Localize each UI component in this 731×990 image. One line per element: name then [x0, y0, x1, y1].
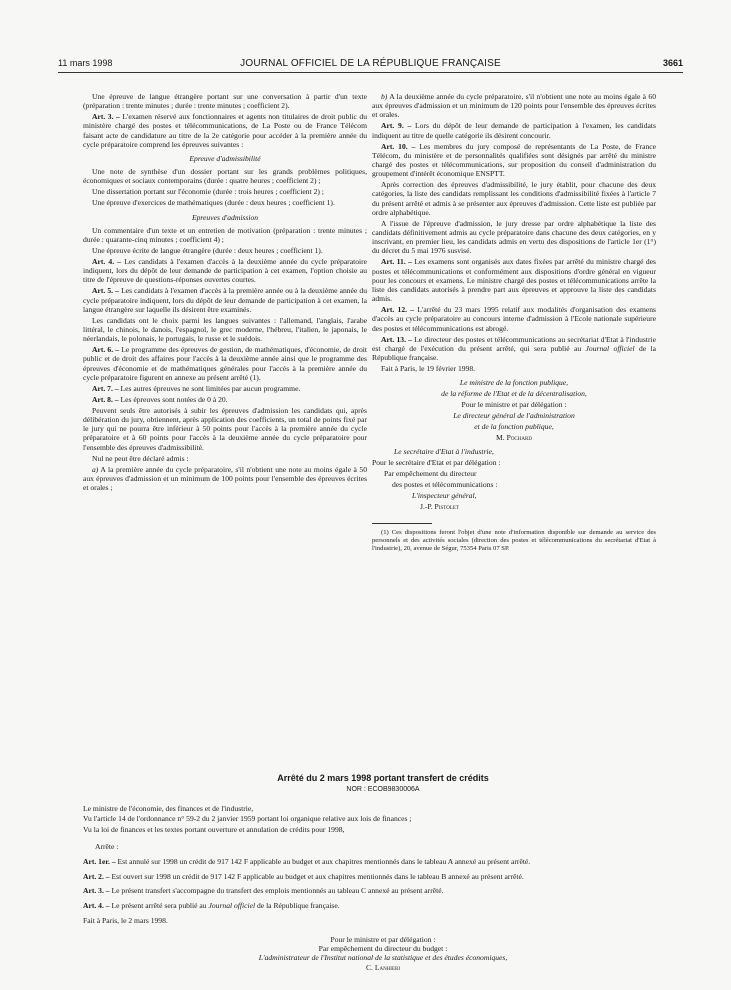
preamble-line: Le ministre de l'économie, des finances et de l'industrie,: [83, 803, 254, 813]
signatory-title: Le secrétaire d'Etat à l'industrie,: [394, 447, 494, 457]
footnote-rule: [372, 523, 432, 524]
signing-place-date: Fait à Paris, le 19 février 1998.: [381, 364, 476, 374]
article-11: Art. 11. – Les examens sont organisés aux dates fixées par arrêté du ministre chargé des postes et télécommunications et conformément aux dispositions d'ordre général en vigueur pour les concours et examens. Le ministre chargé des postes et télécommunications arrête la liste des candidats autorisés à prendre part aux épreuves et approuve la liste des candidats admis.: [372, 257, 657, 304]
decree-article-4: Art. 4. – Le présent arrêté sera publié au Journal officiel de la République française.: [83, 901, 340, 911]
article-8: Art. 8. – Les épreuves sont notées de 0 à 20.: [92, 394, 228, 404]
decree-section: [83, 774, 683, 972]
delegation-line: Par empêchement du directeur: [384, 469, 477, 479]
journal-title: JOURNAL OFFICIEL DE LA RÉPUBLIQUE FRANÇAISE: [240, 58, 501, 69]
signatory-name: C. Lanhieri: [365, 962, 401, 972]
signatory-title: L'inspecteur général,: [412, 491, 477, 501]
paragraph: a) A la première année du cycle préparatoire, s'il n'obtient une note au moins égale à 50 aux épreuves d'admission et un minimum de 100 points pour l'ensemble des épreuves écrites et orales ;: [83, 464, 367, 493]
signatory-name: M. Pochard: [496, 433, 532, 443]
paragraph: Une épreuve écrite de langue étrangère (durée : deux heures ; coefficient 1).: [92, 246, 323, 256]
signatory-title: Le directeur général de l'administration: [453, 411, 575, 421]
article-9: Art. 9. – Lors du dépôt de leur demande de participation à l'examen, les candidats indiquent au titre de quelle catégorie ils désirent concourir.: [372, 121, 656, 140]
section-heading: Epreuve d'admissibilité: [189, 154, 261, 164]
page-number: 3661: [662, 58, 683, 68]
delegation-line: Pour le ministre et par délégation :: [461, 400, 567, 410]
paragraph: Une dissertation portant sur l'économie (durée : trois heures ; coefficient 2) ;: [92, 187, 324, 197]
decree-signing-place-date: Fait à Paris, le 2 mars 1998.: [83, 915, 168, 925]
paragraph: Peuvent seuls être autorisés à subir les épreuves d'admission les candidats qui, après délibération du jury, obtiennent, après application des coefficients, un total de points fixé par le jury qui ne pourra être inférieur à 50 points pour l'accès à la première année du cycle préparatoire et à 60 points pour l'accès à la deuxième année du cycle préparatoire pour l'ensemble des épreuves d'admissibilité.: [83, 405, 367, 452]
nor-reference: NOR : ECOB9830006A: [346, 786, 420, 794]
article-5: Art. 5. – Les candidats à l'examen d'accès à la première année ou à la deuxième année du cycle préparatoire indiquent, lors du dépôt de leur demande de participation à cet examen, la langue étrangère sur laquelle ils désirent être examinés.: [83, 286, 367, 314]
decree-article-3: Art. 3. – Le présent transfert s'accompagne du transfert des emplois mentionnés au tableau C annexé au présent arrêté.: [83, 886, 444, 896]
preamble-line: Vu la loi de finances et les textes portant ouverture et annulation de crédits pour 1998,: [83, 825, 345, 835]
delegation-line: Pour le secrétaire d'Etat et par délégation :: [372, 458, 501, 468]
article-12: Art. 12. – L'arrêté du 23 mars 1995 relatif aux modalités d'organisation des examens d'accès au cycle préparatoire au concours interne d'admission à l'Ecole nationale supérieure des postes et télécommunications est abrogé.: [372, 305, 657, 333]
article-7: Art. 7. – Les autres épreuves ne sont limitées par aucun programme.: [92, 383, 301, 393]
arrete-heading: Arrête :: [95, 841, 119, 851]
section-heading: Epreuves d'admission: [191, 212, 259, 222]
article-13: Art. 13. – Le directeur des postes et télécommunications au secrétariat d'Etat à l'industrie est chargé de l'exécution du présent arrêté, qui sera publié au Journal officiel de la République française.: [372, 334, 656, 363]
paragraph: Une épreuve de langue étrangère portant sur une conversation à partir d'un texte (préparation : trente minutes ; durée : trente minutes ; coefficient 2).: [83, 92, 367, 111]
paragraph: Un commentaire d'un texte et un entretien de motivation (préparation : trente minutes ; durée : quarante-cinq minutes ; coefficient 4) ;: [83, 225, 367, 245]
header-rule: [58, 72, 683, 73]
delegation-line: Par empêchement du directeur du budget :: [318, 944, 448, 954]
article-6: Art. 6. – Le programme des épreuves de gestion, de mathématiques, d'économie, de droit public et de droit des affaires pour l'accès à la deuxième année ainsi que le programme des épreuves d'économie et de mathématiques générales pour l'accès à la première année du cycle préparatoire figurent en annexe au présent arrêté (1).: [83, 345, 367, 382]
decree-article-2: Art. 2. – Est ouvert sur 1998 un crédit de 917 142 F applicable au budget et aux chapitres mentionnés dans le tableau B annexé au présent arrêté.: [83, 871, 524, 881]
page-header: [58, 58, 683, 72]
paragraph: Une épreuve d'exercices de mathématiques (durée : deux heures ; coefficient 1).: [92, 198, 335, 208]
signatory-name: J.-P. Pistolet: [420, 502, 459, 512]
decree-title: Arrêté du 2 mars 1998 portant transfert de crédits: [277, 773, 489, 783]
article-10: Art. 10. – Les membres du jury composé de représentants de La Poste, de France Télécom, du ministère et de personnalités qualifiées sont désignés par arrêté du ministre chargé des postes et télécommunications, sur proposition du conseil d'administration du groupement d'intérêt économique ENSPTT.: [372, 141, 656, 179]
delegation-line: des postes et télécommunications :: [392, 480, 498, 490]
article-4: Art. 4. – Les candidats à l'examen d'accès à la deuxième année du cycle préparatoire indiquent, lors du dépôt de leur demande de participation à cet examen, l'option choisie au titre de l'épreuve de questions-réponses ouvertes courtes.: [83, 257, 367, 285]
signatory-title: et de la fonction publique,: [474, 422, 554, 432]
paragraph: Une note de synthèse d'un dossier portant sur les grands problèmes politiques, économiques et sociaux contemporains (durée : quatre heures ; coefficient 2) ;: [83, 167, 367, 186]
paragraph: A l'issue de l'épreuve d'admission, le jury dresse par ordre alphabétique la liste des candidats définitivement admis au cycle préparatoire dans chacune des deux catégories, en y inscrivant, en premier lieu, les candidats admis en vertu des dispositions de l'article 1er (1°) du décret du 5 mai 1976 susvisé.: [372, 218, 656, 256]
paragraph: Nul ne peut être déclaré admis :: [92, 453, 189, 463]
right-column: [372, 92, 656, 555]
article-3: Art. 3. – L'examen réservé aux fonctionnaires et agents non titulaires de droit public du ministère chargé des postes et télécommunications, de La Poste ou de France Télécom faisant acte de candidature au titre de la 2e catégorie pour accéder à la première année du cycle préparatoire comprend les épreuves suivantes :: [83, 112, 367, 149]
issue-date: 11 mars 1998: [58, 58, 113, 68]
preamble-line: Vu l'article 14 de l'ordonnance n° 59-2 du 2 janvier 1959 portant loi organique relative aux lois de finances ;: [83, 814, 412, 824]
footnote: (1) Ces dispositions feront l'objet d'une note d'information disponible sur demande au service des personnels et des activités sociales (direction des postes et télécommunications du secrétariat d'Etat à l'industrie), 20, avenue de Ségur, 75354 Paris 07 SP.: [372, 529, 656, 553]
paragraph: Après correction des épreuves d'admissibilité, le jury établit, pour chacune des deux catégories, la liste des candidats remplissant les conditions d'admissibilité fixées à l'article 7 du présent arrêté et admis à se présenter aux épreuves d'admission. Cette liste est publiée par ordre alphabétique.: [372, 180, 656, 217]
signatory-title: Le ministre de la fonction publique,: [459, 378, 569, 388]
delegation-line: Pour le ministre et par délégation :: [330, 934, 436, 944]
signatory-title: L'administrateur de l'Institut national de la statistique et des études économiques,: [258, 953, 508, 963]
paragraph: Les candidats ont le choix parmi les langues suivantes : l'allemand, l'anglais, l'arabe littéral, le chinois, le danois, l'espagnol, le grec moderne, l'hébreu, l'italien, le japonais, le néerlandais, le polonais, le portugais, le russe et le suédois.: [83, 315, 367, 344]
paragraph: b) A la deuxième année du cycle préparatoire, s'il n'obtient une note au moins égale à 60 aux épreuves d'admission et un minimum de 120 points pour l'ensemble des épreuves écrites et orales.: [372, 92, 656, 120]
decree-article-1: Art. 1er. – Est annulé sur 1998 un crédit de 917 142 F applicable au budget et aux chapitres mentionnés dans le tableau A annexé au présent arrêté.: [83, 856, 531, 866]
signatory-title: de la réforme de l'Etat et de la décentralisation,: [441, 389, 587, 399]
left-column: [83, 92, 367, 494]
